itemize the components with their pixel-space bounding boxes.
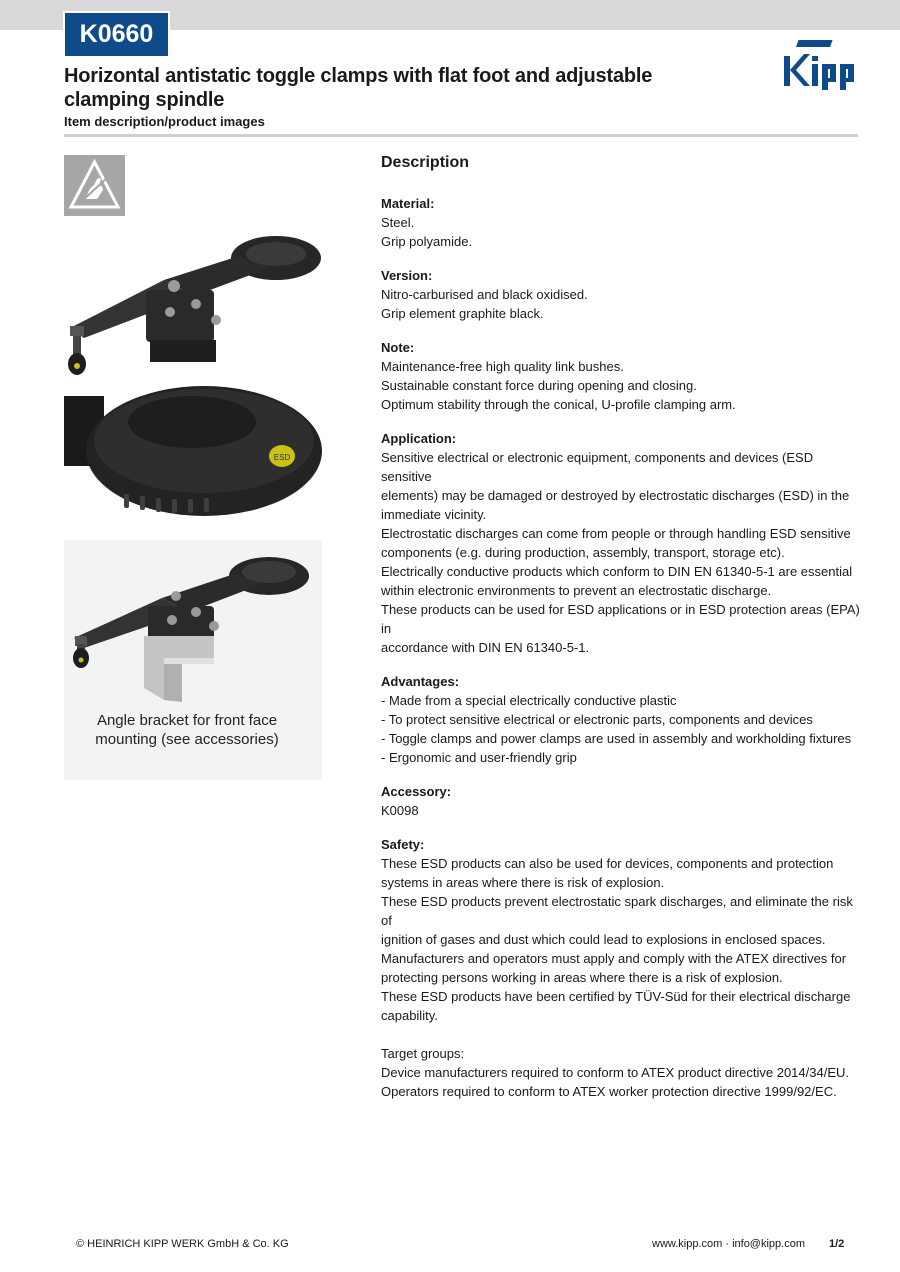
- section-line: These ESD products can also be used for devices, components and protection: [381, 856, 834, 871]
- product-image-grip-closeup: [64, 386, 322, 531]
- section-line: - Toggle clamps and power clamps are used in assembly and workholding fixtures: [381, 731, 852, 746]
- section-line: immediate vicinity.: [381, 507, 487, 522]
- section-line: Grip polyamide.: [381, 234, 473, 249]
- section-line: Maintenance-free high quality link bushes.: [381, 359, 624, 374]
- section-heading: Application:: [381, 431, 457, 446]
- section-line: Nitro-carburised and black oxidised.: [381, 287, 588, 302]
- section-line: components (e.g. during production, assembly, transport, storage etc).: [381, 545, 785, 560]
- section-heading: Safety:: [381, 837, 425, 852]
- kipp-logo: [782, 36, 858, 92]
- section-line: protecting persons working in areas where there is a risk of explosion.: [381, 970, 783, 985]
- footer-contact[interactable]: www.kipp.com · info@kipp.com: [652, 1238, 805, 1250]
- section-line: Electrostatic discharges can come from people or through handling ESD sensitive: [381, 526, 851, 541]
- section-line: accordance with DIN EN 61340-5-1.: [381, 640, 590, 655]
- accessory-code: K0098: [381, 803, 419, 818]
- section-line: These ESD products prevent electrostatic spark discharges, and eliminate the risk of: [381, 894, 853, 928]
- section-advantages: [381, 672, 861, 767]
- section-line: - Ergonomic and user-friendly grip: [381, 750, 577, 765]
- section-accessory: [381, 782, 861, 820]
- product-code-badge: K0660: [65, 13, 168, 56]
- section-line: Sensitive electrical or electronic equipment, components and devices (ESD sensitive: [381, 450, 814, 484]
- section-line: elements) may be damaged or destroyed by electrostatic discharges (ESD) in the: [381, 488, 850, 503]
- section-line: within electronic environments to prevent an electrostatic discharge.: [381, 583, 772, 598]
- description-heading: Description: [381, 154, 470, 171]
- section-line: ignition of gases and dust which could lead to explosions in enclosed spaces.: [381, 932, 826, 947]
- section-note: [381, 338, 861, 414]
- target-groups-line: Operators required to conform to ATEX worker protection directive 1999/92/EC.: [381, 1084, 837, 1099]
- section-line: These products can be used for ESD applications or in ESD protection areas (EPA) in: [381, 602, 860, 636]
- footer-page-number: 1/2: [829, 1238, 845, 1250]
- section-line: Grip element graphite black.: [381, 306, 544, 321]
- section-line: capability.: [381, 1008, 438, 1023]
- image-caption: Angle bracket for front face mounting (see accessories): [95, 712, 279, 748]
- section-heading: Accessory:: [381, 784, 452, 799]
- section-line: - Made from a special electrically conductive plastic: [381, 693, 677, 708]
- svg-text:ESD: ESD: [273, 453, 291, 462]
- section-heading: Note:: [381, 340, 415, 355]
- esd-warning-icon: [64, 155, 125, 216]
- section-material: [381, 194, 861, 251]
- section-line: Manufacturers and operators must apply and comply with the ATEX directives for: [381, 951, 847, 966]
- section-heading: Advantages:: [381, 674, 460, 689]
- header-rule: [64, 134, 858, 137]
- target-groups-line: Device manufacturers required to conform to ATEX product directive 2014/34/EU.: [381, 1065, 849, 1080]
- description-column: [381, 152, 861, 1101]
- target-groups-heading: Target groups:: [381, 1046, 465, 1061]
- section-line: Steel.: [381, 215, 415, 230]
- section-version: [381, 266, 861, 323]
- section-line: These ESD products have been certified by TÜV-Süd for their electrical discharge: [381, 989, 851, 1004]
- section-line: systems in areas where there is risk of explosion.: [381, 875, 665, 890]
- section-safety: [381, 835, 861, 1101]
- page-title: Horizontal antistatic toggle clamps with flat foot and adjustable clamping spindle: [64, 65, 653, 111]
- section-line: Optimum stability through the conical, U-profile clamping arm.: [381, 397, 736, 412]
- page-subtitle: Item description/product images: [64, 114, 265, 129]
- section-line: - To protect sensitive electrical or electronic parts, components and devices: [381, 712, 813, 727]
- section-heading: Version:: [381, 268, 433, 283]
- section-line: Electrically conductive products which conform to DIN EN 61340-5-1 are essential: [381, 564, 853, 579]
- product-image-toggle-clamp: [64, 228, 322, 388]
- footer-copyright: © HEINRICH KIPP WERK GmbH & Co. KG: [76, 1238, 289, 1250]
- section-line: Sustainable constant force during opening and closing.: [381, 378, 697, 393]
- section-application: [381, 429, 861, 657]
- section-heading: Material:: [381, 196, 435, 211]
